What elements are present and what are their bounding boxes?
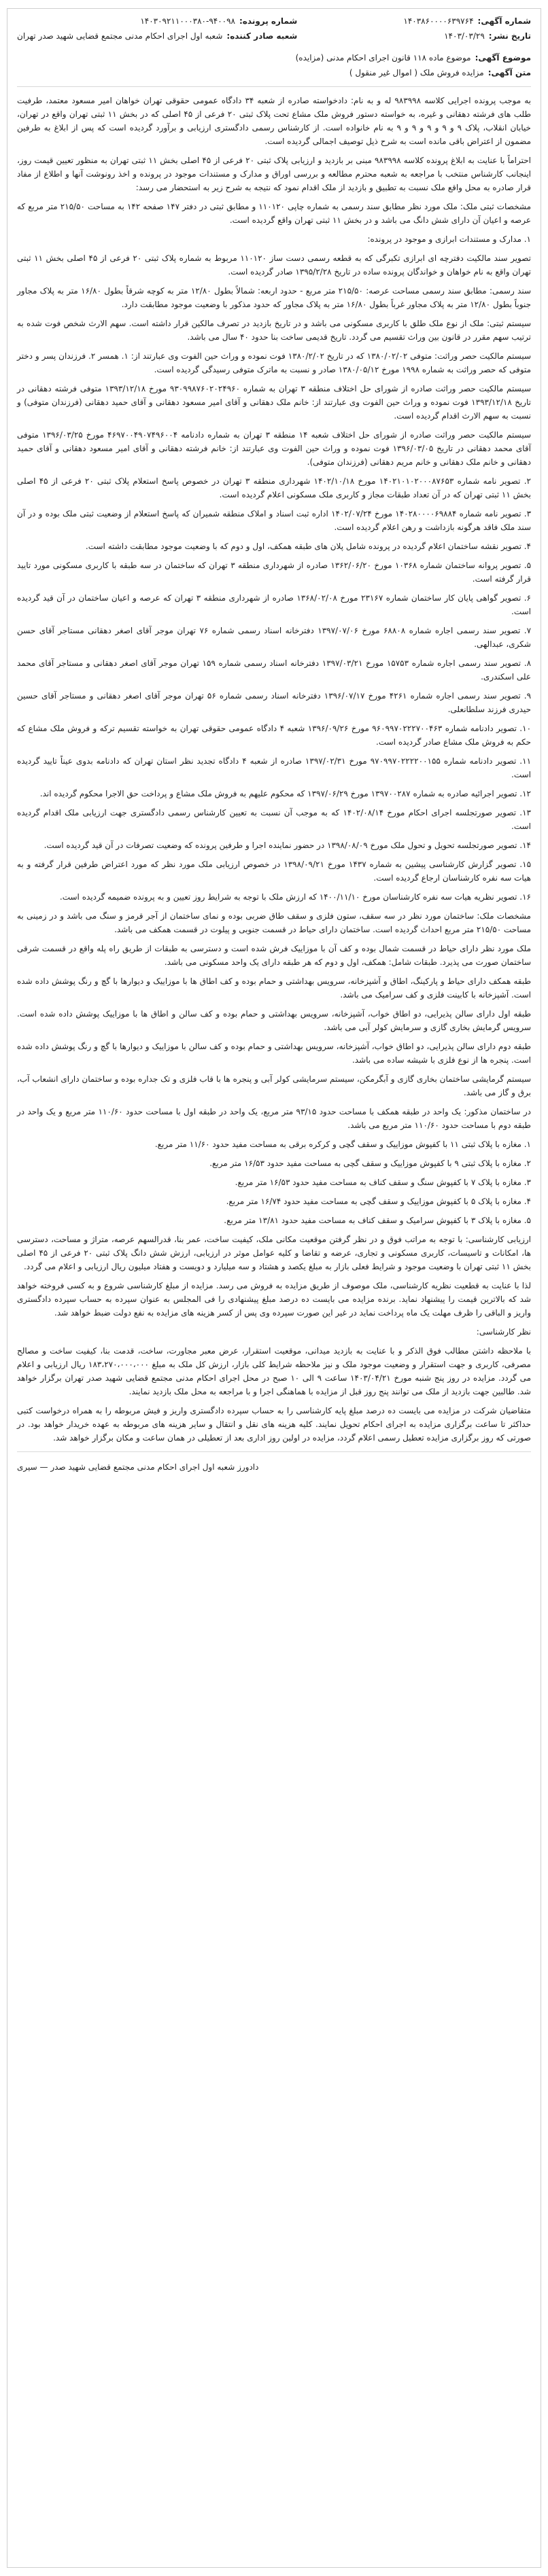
paragraph: ۱. مدارک و مستندات ابرازی و موجود در پرونده: [367, 234, 531, 244]
paragraph: ۷. تصویر سند رسمی اجاره شماره ۶۸۸۰۸ مورخ ۱۳۹۷/۰۷/۰۶ دفترخانه اسناد رسمی شماره ۷۶ تهران موجر آقای اصغر دهقانی مستاجر آقای حسن شکری، عبدالهی. [17, 626, 532, 649]
subject-row [17, 51, 531, 65]
divider [17, 86, 531, 87]
case-number-row [17, 14, 297, 28]
paragraph: مشخصات ثبتی ملک: ملک مورد نظر مطابق سند رسمی به شماره چاپی ۱۱۰۱۲۰ و مطابق ثبتی در دفتر ۱۴۷ صفحه ۱۴۲ به مساحت ۲۱۵/۵۰ متر مربع که عرصه و اعیان آن دارای شش دانگ می باشد و در بخش ۱۱ ثبتی تهران واقع گردیده است. [17, 202, 531, 225]
paragraph: ۱۵. تصویر گزارش کارشناسی پیشین به شماره ۱۴۳۷ مورخ ۱۳۹۸/۰۹/۲۱ در خصوص ارزیابی ملک مورد نظر که مورد اعتراض طرفین قرار گرفته و به هیات سه نفره کارشناسان ارجاع گردیده است. [17, 860, 532, 883]
header-left-group [17, 14, 297, 43]
paragraph: ۱۴. تصویر صورتجلسه تحویل و تحول ملک مورخ ۱۳۹۸/۰۸/۰۹ در حضور نماینده اجرا و طرفین پرونده که وضعیت تصرفات در آن قید گردیده است. [44, 841, 531, 850]
paragraph: سیستم مالکیت حصر وراثت: متوفی ۱۳۸۰/۰۲/۰۲ که در تاریخ ۱۳۸۰/۲/۰۲ فوت نموده و وراث حین الفوت وی عبارتند از: ۱. همسر ۲. فرزندان پسر و دختر متوفی که حصر وراثت به شماره ۱۹۹۸ مورخ ۱۳۸۰/۰۵/۱۲ صادر و نسبت به ماترک متوفی رسیدگی گردیده است. [17, 351, 532, 374]
paragraph: متقاضیان شرکت در مزایده می بایست ده درصد مبلغ پایه کارشناسی را به حساب سپرده دادگستری واریز و فیش مربوطه را به همراه درخواست کتبی حداکثر تا ساعت برگزاری مزایده به اجرای احکام تحویل نمایند. کلیه هزینه های نقل و انتقال و سایر هزینه های مربوطه به عهده خریدار خواهد بود. در صورتی که روز برگزاری مزایده تعطیل رسمی اعلام گردد، مزایده در اولین روز اداری بعد از تعطیلی در همان ساعت و مکان برگزار خواهد شد. [17, 1406, 531, 1443]
subject-value: موضوع ماده ۱۱۸ قانون اجرای احکام مدنی (مزایده) [295, 53, 471, 63]
notice-text-value: مزایده فروش ملک ( اموال غیر منقول ) [349, 68, 484, 77]
issuing-branch-row [17, 29, 297, 43]
paragraph: مشخصات ملک: ساختمان مورد نظر در سه سقف، ستون فلزی و سقف طاق ضربی بوده و نمای ساختمان از آجر قرمز و سنگ می باشد و در زمینی به مساحت ۲۱۵/۵۰ متر مربع احداث گردیده است. ساختمان دارای حیاط در قسمت جنوبی و پیلوت در قسمت همکف می باشد. [17, 911, 531, 934]
paragraph: ۱۳. تصویر صورتجلسه اجرای احکام مورخ ۱۴۰۲/۰۸/۱۴ که به موجب آن نسبت به تعیین کارشناس رسمی دادگستری جهت ارزیابی ملک اقدام گردیده است. [17, 808, 531, 831]
notice-text-row [17, 66, 531, 80]
paragraph: سیستم مالکیت حصر وراثت صادره از شورای حل اختلاف منطقه ۳ تهران به شماره ۹۳۰۹۹۸۷۶۰۲۰۲۴۹۶۰ مورخ ۱۳۹۳/۱۲/۱۸ متوفی فرشته دهقانی در تاریخ ۱۳۹۳/۱۲/۱۸ فوت نموده و وراث حین الفوت وی عبارتند از: خانم ملک دهقانی و آقای امیر مسعود دهقانی و آقای حمید دهقانی (فرزندان متوفی) و نسبت به سهم الارث اقدام گردیده است. [17, 384, 532, 421]
divider [17, 1451, 531, 1452]
paragraph: ۵. تصویر پروانه ساختمان شماره ۱۰۳۶۸ مورخ ۱۳۶۲/۰۶/۲۰ صادره از شهرداری منطقه ۳ تهران که ساختمان در سه طبقه با کاربری مسکونی مورد تایید قرار گرفته است. [17, 561, 532, 584]
paragraph: طبقه اول دارای سالن پذیرایی، دو اطاق خواب، آشپزخانه، سرویس بهداشتی و حمام بوده و کف سالن و اطاق ها با موزاییک پوشش داده شده است. سرویس گرمایش بخاری گازی و سرمایش کولر آبی می باشد. [17, 1009, 531, 1032]
paragraph: ۴. تصویر نقشه ساختمان اعلام گردیده در پرونده شامل پلان های طبقه همکف، اول و دوم که با وضعیت موجود مطابقت داشته است. [85, 542, 531, 551]
paragraph: ۱۰. تصویر دادنامه شماره ۹۶۰۹۹۷۰۲۲۲۷۰۰۴۶۳ مورخ ۱۳۹۶/۰۹/۲۶ شعبه ۴ دادگاه عمومی حقوقی تهران به خواسته تقسیم ترکه و فروش ملک مشاع که حکم به فروش ملک مشاع صادر گردیده است. [17, 724, 532, 747]
paragraph: سند رسمی: مطابق سند رسمی مساحت عرصه: ۲۱۵/۵۰ متر مربع - حدود اربعه: شمالاً بطول ۱۲/۸۰ متر به کوچه شرقاً بطول ۱۶/۸۰ متر به پلاک مجاور جنوباً بطول ۱۲/۸۰ متر به پلاک مجاور غرباً بطول ۱۶/۸۰ متر به پلاک مجاور که حدود مذکور با وضعیت موجود مطابقت دارد. [17, 286, 532, 309]
paragraph: طبقه دوم دارای سالن پذیرایی، دو اطاق خواب، آشپزخانه، سرویس بهداشتی و حمام بوده و کف سالن با موزاییک و دیوارها با گچ و رنگ پوشش داده شده است. پنجره ها از نوع فلزی با شیشه ساده می باشد. [17, 1042, 531, 1065]
paragraph: سیستم ثبتی: ملک از نوع ملک طلق با کاربری مسکونی می باشد و در تاریخ بازدید در تصرف مالکین قرار داشته است. سهم الارث شخص فوت شده به ترتیب سهم مقرر در قانون بین وراث تقسیم می گردد. تاریخ قدیمی ساخت بنا حدود ۴۰ سال می باشد. [17, 319, 531, 342]
paragraph: احتراماً با عنایت به ابلاغ پرونده کلاسه ۹۸۳۹۹۸ مبنی بر بازدید و ارزیابی پلاک ثبتی ۲۰ فرعی از ۴۵ اصلی بخش ۱۱ ثبتی تهران به منظور تعیین قیمت روز، اینجانب کارشناس منتخب با مراجعه به شعبه محترم مطالعه و بررسی اوراق و مدارک و مستندات موجود در پرونده و اخذ رونوشت آنها و اطلاع از مفاد قرار صادره به محل واقع ملک نسبت به تطبیق و بازدید از ملک اقدام نمود که نتیجه به شرح زیر به استحضار می رسد: [17, 156, 532, 192]
paragraph: لذا با عنایت به قطعیت نظریه کارشناسی، ملک موصوف از طریق مزایده به فروش می رسد. مزایده از مبلغ کارشناسی شروع و به کسی فروخته خواهد شد که بالاترین قیمت را پیشنهاد نماید. برنده مزایده می بایست ده درصد مبلغ پیشنهادی را فی المجلس به عنوان سپرده به حساب سپرده دادگستری واریز و الباقی را ظرف مهلت یک ماه پرداخت نماید در غیر این صورت سپرده وی پس از کسر هزینه های مزایده به نفع دولت ضبط خواهد شد. [17, 1281, 531, 1318]
paragraph: ۱۶. تصویر نظریه هیات سه نفره کارشناسان مورخ ۱۴۰۰/۱۱/۱۰ که ارزش ملک با توجه به شرایط روز تعیین و به پرونده ضمیمه گردیده است. [59, 892, 531, 902]
notice-number-label: شماره آگهی: [477, 16, 531, 26]
paragraph: ۴. مغازه با پلاک ۵ با کفپوش موزاییک و سقف گچی به مساحت مفید حدود ۱۶/۷۴ متر مربع. [226, 1197, 531, 1206]
subject-label: موضوع آگهی: [475, 53, 531, 63]
paragraph: ۱. مغازه با پلاک ثبتی ۱۱ با کفپوش موزاییک و سقف گچی و کرکره برقی به مساحت مفید حدود ۱۱/۶۰ متر مربع. [154, 1140, 531, 1149]
issuing-branch-value: شعبه اول اجرای احکام مدنی مجتمع قضایی شهید صدر تهران [17, 31, 223, 41]
paragraph: سیستم گرمایشی ساختمان بخاری گازی و آبگرمکن، سیستم سرمایشی کولر آبی و پنجره ها با قاب فلزی و تک جداره بوده و ساختمان دارای انشعاب آب، برق و گاز می باشد. [17, 1074, 531, 1097]
paragraph: ۲. مغازه با پلاک ثبتی ۹ با کفپوش موزاییک و سقف گچی به مساحت مفید حدود ۱۶/۵۳ متر مربع. [209, 1159, 531, 1168]
notice-footer [17, 1460, 531, 1474]
paragraph: ۳. تصویر نامه شماره ۱۴۰۲۸۰۰۰۰۶۹۸۸۴ مورخ ۱۴۰۲/۰۷/۲۴ اداره ثبت اسناد و املاک منطقه شمیران که پاسخ استعلام از وضعیت ثبتی ملک بوده و در آن سند ملک فاقد هرگونه بازداشت و رهن اعلام گردیده است. [17, 509, 532, 532]
paragraph: نظر کارشناسی: [476, 1327, 531, 1337]
paragraph: به موجب پرونده اجرایی کلاسه ۹۸۳۹۹۸ له و به نام: دادخواسته صادره از شعبه ۳۴ دادگاه عمومی حقوقی تهران خواهان امیر مسعود معتمد، طرفیت طلب های فرشته دهقانی و غیره، به خواسته دستور فروش ملک مشاع تحت پلاک ثبتی ۲۰ فرعی از ۴۵ اصلی که در بخش ۱۱ ثبتی تهران واقع در تهران، خیابان انقلاب، پلاک ۹ و ۹ و ۹ و ۹ و ۹ به نام خانواده است. از کارشناس رسمی دادگستری ارزیابی و برآورد گردیده است که پس از ابلاغ به طرفین مضمون از اعتراض باقی مانده است به شرح ذیل توصیف اجمالی گردیده است. [17, 96, 532, 146]
notice-subject [17, 51, 531, 80]
publish-date-row [403, 29, 531, 43]
issuing-branch-label: شعبه صادر کننده: [226, 31, 298, 41]
paragraph: ۸. تصویر سند رسمی اجاره شماره ۱۵۷۵۳ مورخ ۱۳۹۷/۰۳/۲۱ دفترخانه اسناد رسمی شماره ۱۵۹ تهران موجر آقای اصغر دهقانی و مستاجر آقای محمد علی اسکندری. [17, 658, 532, 682]
publish-date-label: تاریخ نشر: [488, 31, 531, 41]
notice-header [17, 14, 531, 43]
paragraph: در ساختمان مذکور: یک واحد در طبقه همکف با مساحت حدود ۹۳/۱۵ متر مربع، یک واحد در طبقه اول با مساحت حدود ۱۱۰/۶۰ متر مربع و یک واحد در طبقه دوم با مساحت حدود ۱۱۰/۶۰ متر مربع می باشد. [17, 1107, 531, 1130]
paragraph: طبقه همکف دارای حیاط و پارکینگ، اطاق و آشپزخانه، سرویس بهداشتی و حمام بوده و کف اطاق ها با موزاییک و دیوارها با گچ و رنگ پوشش داده شده است. آشپزخانه با کابینت فلزی و کف سرامیک می باشد. [17, 976, 531, 1000]
paragraph: ۵. مغازه با پلاک ۳ با کفپوش سرامیک و سقف کناف به مساحت مفید حدود ۱۳/۸۱ متر مربع. [224, 1216, 531, 1225]
paragraph: ۲. تصویر نامه شماره ۱۴۰۲۱۰۱۰۲۰۰۰۸۷۶۵۳ مورخ ۱۴۰۲/۱۰/۱۸ شهرداری منطقه ۳ تهران در خصوص پاسخ استعلام پلاک ثبتی ۲۰ فرعی از ۴۵ اصلی بخش ۱۱ ثبتی تهران که در آن تعداد طبقات مجاز و کاربری ملک مسکونی اعلام گردیده است. [17, 476, 531, 499]
publish-date-value: ۱۴۰۳/۰۳/۲۹ [444, 31, 485, 41]
paragraph: تصویر سند مالکیت دفترچه ای ابرازی تکبرگی که به قطعه رسمی دست ساز ۱۱۰۱۲۰ مربوط به شماره پلاک ثبتی ۲۰ فرعی از ۴۵ اصلی بخش ۱۱ ثبتی تهران واقع به نام خواهان و خواندگان پرونده ساده در تاریخ ۱۳۹۵/۲/۲۸ صادر گردیده است. [17, 253, 531, 277]
paragraph: ۶. تصویر گواهی پایان کار ساختمان شماره ۲۳۱۶۷ مورخ ۱۳۶۸/۰۲/۰۸ صادره از شهرداری منطقه ۳ تهران که عرصه و اعیان ساختمان در آن قید گردیده است. [17, 593, 531, 616]
paragraph: سیستم مالکیت حصر وراثت صادره از شورای حل اختلاف شعبه ۱۴ منطقه ۳ تهران به شماره دادنامه ۴۶۹۷۰۰۴۹۰۷۴۹۶۰۰۴ مورخ ۱۳۹۶/۰۳/۲۵ متوفی آقای محمد دهقانی در تاریخ ۱۳۹۶/۰۳/۰۵ فوت نموده و وراث حین الفوت وی عبارتند از: خانم فرشته دهقانی و آقای امیر مسعود دهقانی و آقای حمید دهقانی و خانم ملک دهقانی و خانم مریم دهقانی (فرزندان متوفی). [17, 430, 531, 467]
notice-number-row [403, 14, 531, 28]
paragraph: ۹. تصویر سند رسمی اجاره شماره ۴۲۶۱ مورخ ۱۳۹۶/۰۷/۱۷ دفترخانه اسناد رسمی شماره ۵۶ تهران موجر آقای اصغر دهقانی و مستاجر آقای حسین حیدری فرزند سلطانعلی. [17, 691, 532, 714]
notice-number-value: ۱۴۰۳۸۶۰۰۰۰۶۳۹۷۶۴ [403, 16, 474, 26]
case-number-value: ۱۴۰۳۰۹۲۱۱۰۰۰۳۸۰-۹۴۰۰۹۸ [140, 16, 235, 26]
paragraph: ۱۲. تصویر اجرائیه صادره به شماره ۱۳۹۷۰۰۲۸۷ مورخ ۱۳۹۷/۰۶/۲۹ که محکوم علیهم به فروش ملک مشاع و پرداخت حق الاجرا محکوم گردیده اند. [39, 789, 531, 798]
signature-line: دادورز شعبه اول اجرای احکام مدنی مجتمع قضایی شهید صدر — سیری [17, 1462, 259, 1472]
paragraph: ملک مورد نظر دارای حیاط در قسمت شمال بوده و کف آن با موزاییک فرش شده است و دسترسی به طبقات از طریق راه پله واقع در قسمت شرقی ساختمان صورت می پذیرد. طبقات شامل: همکف، اول و دوم که هر طبقه دارای یک واحد مسکونی می باشد. [17, 944, 531, 967]
paragraph: ارزیابی کارشناسی: با توجه به مراتب فوق و در نظر گرفتن موقعیت مکانی ملک، کیفیت ساخت، عمر بنا، قدرالسهم عرصه، متراژ و مساحت، دسترسی ها، امکانات و تاسیسات، کاربری مسکونی و تجاری، عرضه و تقاضا و کلیه عوامل موثر در ارزیابی، ارزش شش دانگ پلاک ثبتی ۲۰ فرعی از ۴۵ اصلی بخش ۱۱ ثبتی تهران با وضعیت موجود و شرایط فعلی بازار به مبلغ یکصد و هشتاد و سه میلیارد و دویست و هفتاد میلیون ریال ارزیابی و اعلام می گردد. [17, 1235, 532, 1271]
case-number-label: شماره پرونده: [239, 16, 298, 26]
header-right-group [403, 14, 531, 43]
notice-sheet [7, 8, 541, 2568]
paragraph: ۱۱. تصویر دادنامه شماره ۹۷۰۹۹۷۰۲۲۲۲۰۰۱۵۵ مورخ ۱۳۹۷/۰۲/۳۱ صادره از شعبه ۴ دادگاه تجدید نظر استان تهران که دادنامه بدوی عیناً تایید گردیده است. [17, 756, 532, 779]
paragraph: با ملاحظه داشتن مطالب فوق الذکر و با عنایت به بازدید میدانی، موقعیت استقرار، عرض معبر مجاورت، ساخت، قدمت بنا، کیفیت ساخت و مصالح مصرفی، کاربری و جهت استقرار و وضعیت موجود ملک و نیز ملاحظه شرایط کلی بازار، ارزش کل ملک به مبلغ ۱۸۳،۲۷۰،۰۰۰،۰۰۰ ریال ارزیابی و اعلام می گردد. مزایده در روز پنج شنبه مورخ ۱۴۰۳/۰۴/۲۱ ساعت ۹ الی ۱۰ صبح در محل اجرای احکام مدنی مجتمع قضایی شهید صدر تهران برگزار خواهد شد. طالبین جهت بازدید از ملک می توانند پنج روز قبل از مزایده با هماهنگی اجرا و با مراجعه به محل ملک بازدید نمایند. [17, 1346, 532, 1396]
notice-text-label: متن آگهی: [487, 68, 531, 77]
notice-body [17, 94, 531, 1445]
paragraph: ۳. مغازه با پلاک ۷ با کفپوش سنگ و سقف کناف به مساحت مفید حدود ۱۶/۵۳ متر مربع. [235, 1178, 531, 1187]
